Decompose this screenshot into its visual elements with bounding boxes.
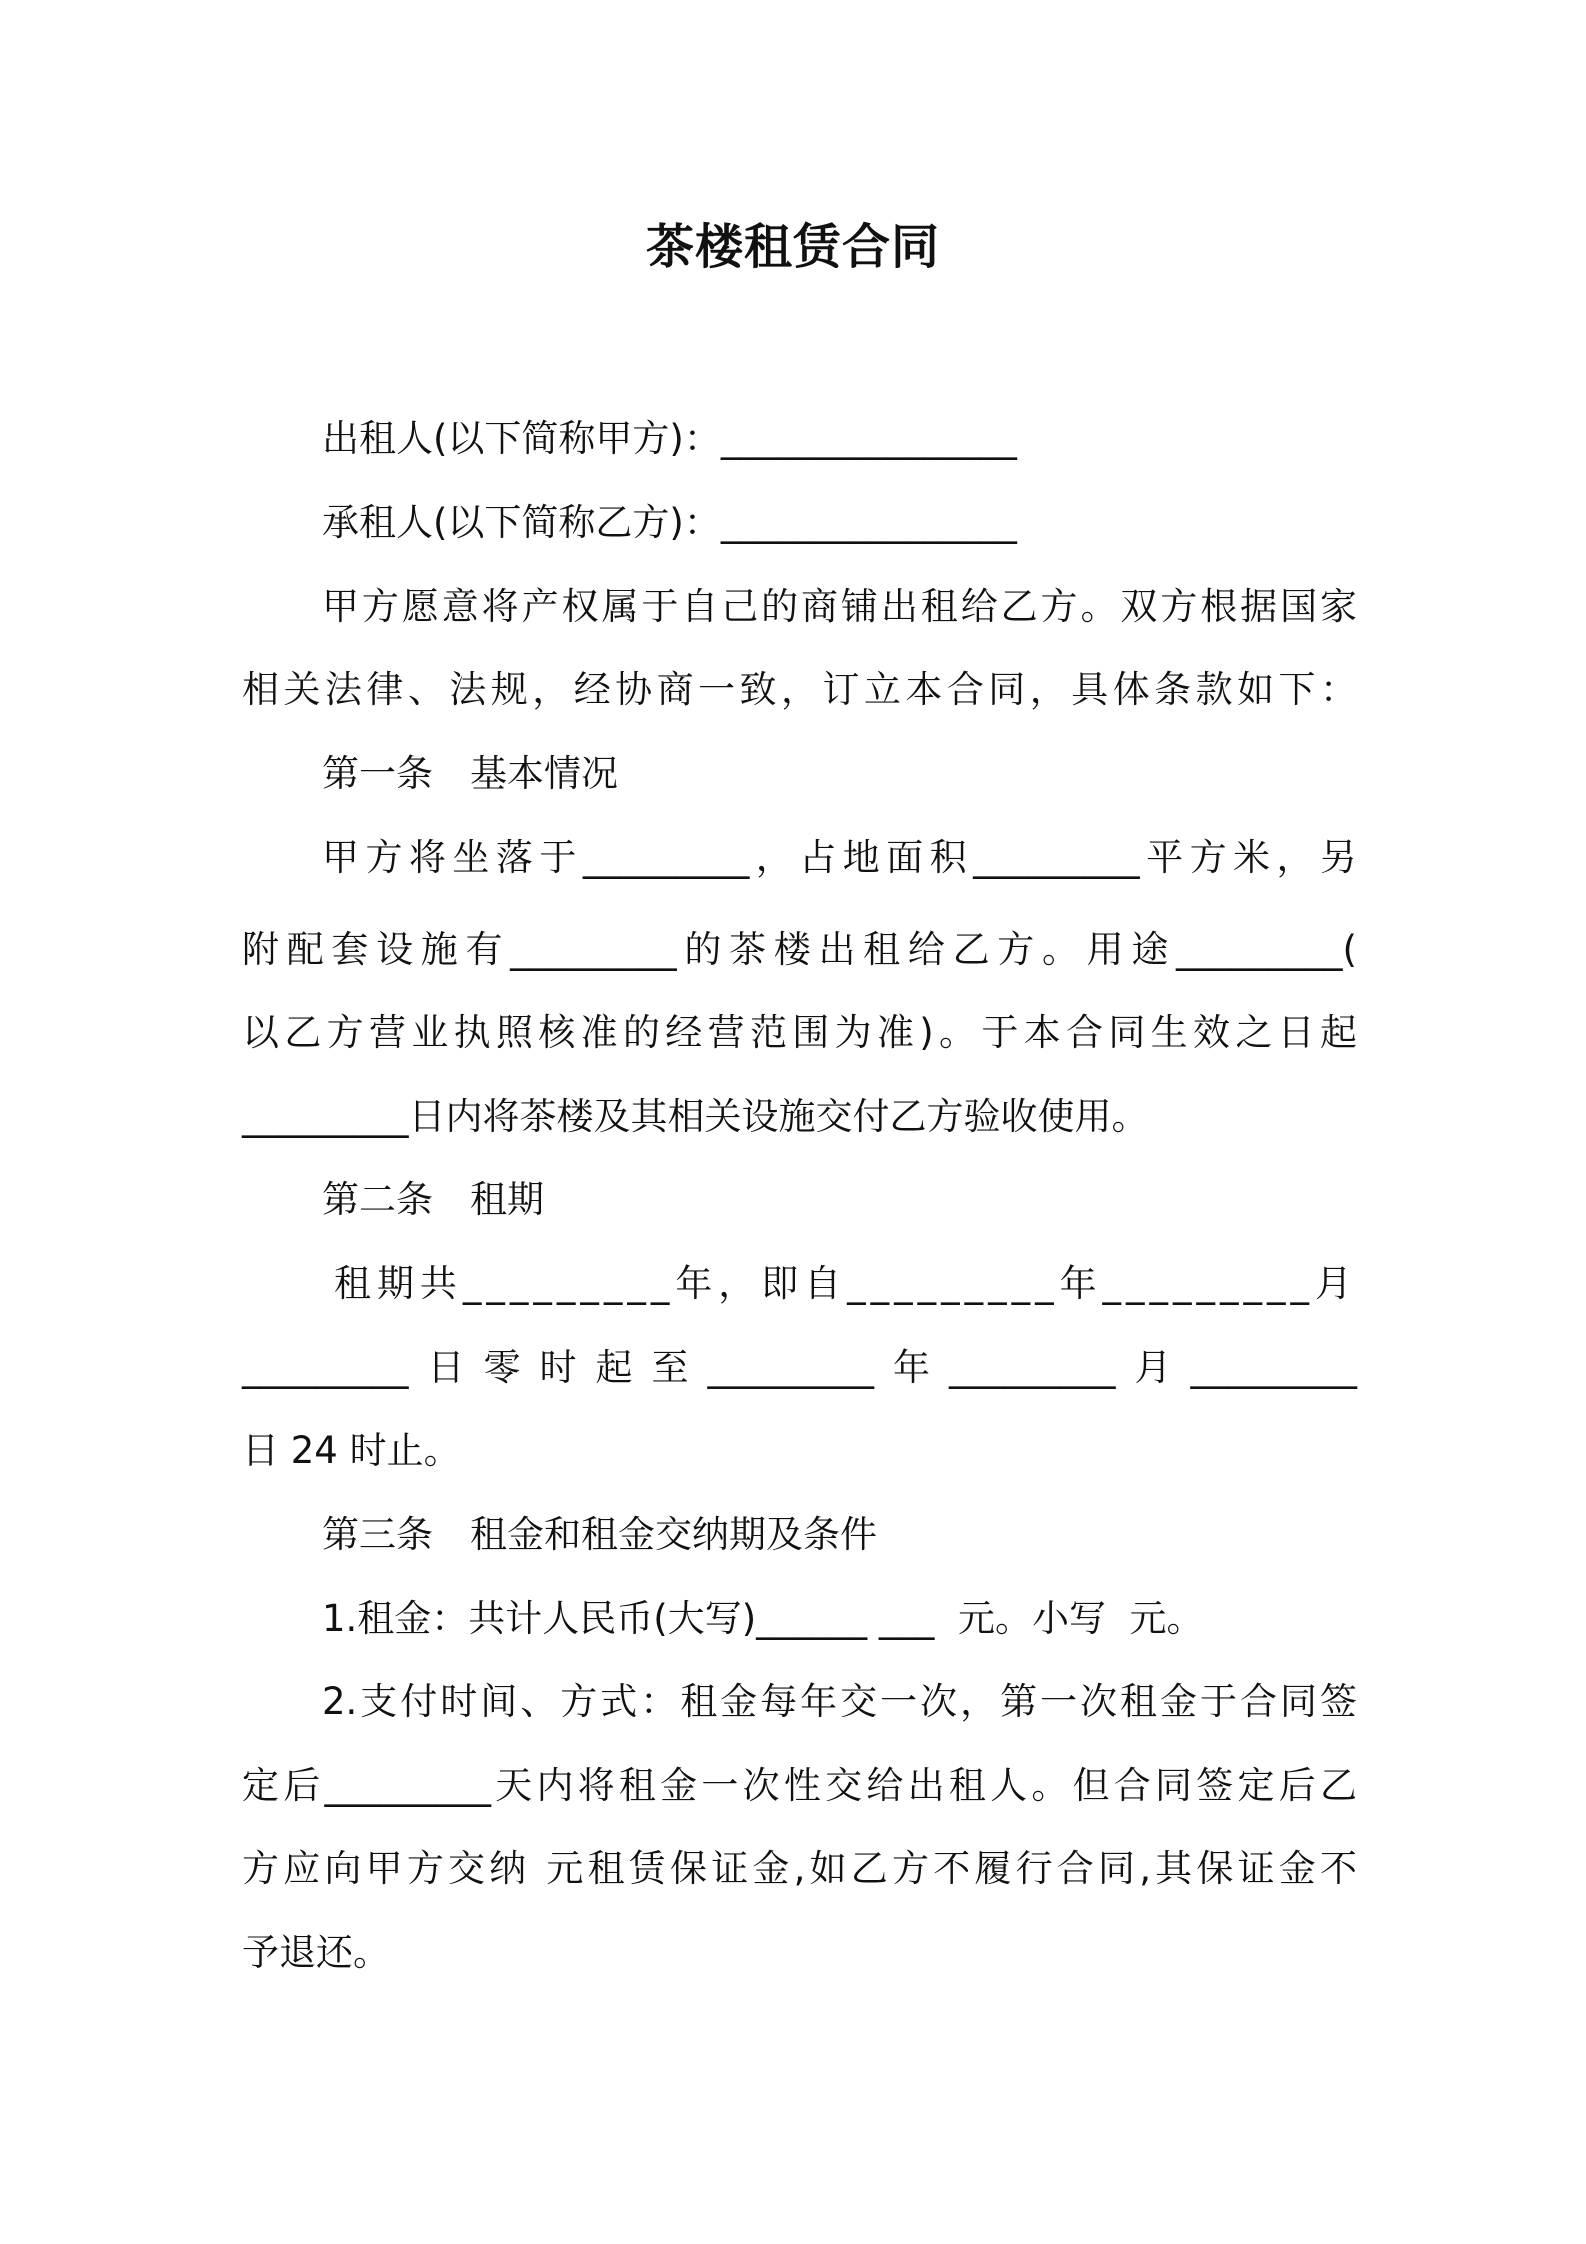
intro-line-2: 相关法律、法规，经协商一致，订立本合同，具体条款如下：	[242, 668, 1357, 711]
article-1-line-1: 甲方将坐落于_________，占地面积_________平方米，另	[322, 836, 1357, 879]
article-1-line-3: 以乙方营业执照核准的经营范围为准)。于本合同生效之日起	[242, 1011, 1357, 1054]
article-3-payment-line-2: 定后_________天内将租金一次性交给出租人。但合同签定后乙	[242, 1764, 1357, 1807]
article-1-line-2: 附配套设施有_________的茶楼出租给乙方。用途_________(	[242, 928, 1357, 971]
article-3-rent-line: 1.租金：共计人民币(大写)______ ___ 元。小写 元。	[322, 1597, 1204, 1640]
article-1-heading: 第一条 基本情况	[322, 752, 618, 795]
lessee-line: 承租人(以下简称乙方)：________________	[322, 501, 1017, 544]
article-3-payment-line-1: 2.支付时间、方式：租金每年交一次，第一次租金于合同签	[322, 1680, 1357, 1723]
document-title: 茶楼租赁合同	[645, 219, 940, 275]
lessor-line: 出租人(以下简称甲方)：________________	[322, 417, 1017, 460]
article-3-payment-line-3: 方应向甲方交纳 元租赁保证金,如乙方不履行合同,其保证金不	[242, 1847, 1357, 1890]
article-2-line-3: 日 24 时止。	[242, 1429, 461, 1472]
article-3-payment-line-4: 予退还。	[242, 1931, 390, 1974]
intro-line-1: 甲方愿意将产权属于自己的商铺出租给乙方。双方根据国家	[322, 585, 1357, 628]
article-2-line-2: _________日零时起至_________年_________月_________	[242, 1346, 1357, 1389]
article-1-line-4: _________日内将茶楼及其相关设施交付乙方验收使用。	[242, 1095, 1149, 1138]
article-2-line-1: 租期共_________年，即自_________年_________月	[334, 1262, 1357, 1305]
article-3-heading: 第三条 租金和租金交纳期及条件	[322, 1513, 877, 1556]
article-2-heading: 第二条 租期	[322, 1178, 544, 1221]
